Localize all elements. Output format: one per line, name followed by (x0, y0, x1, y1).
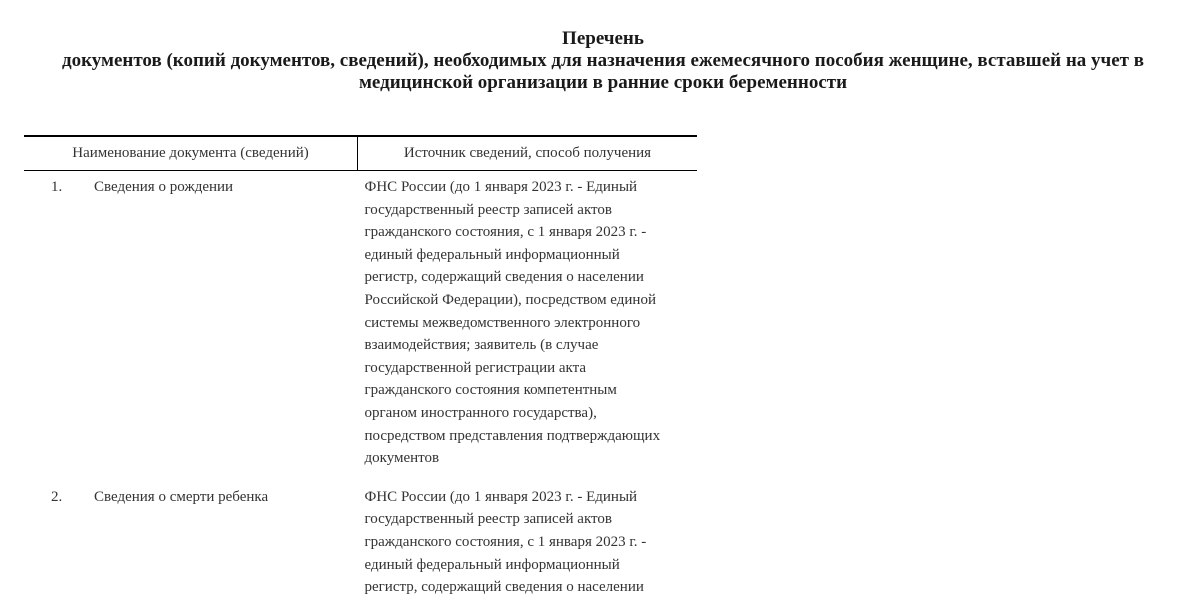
title-line-2: документов (копий документов, сведений), необходимых для назначения ежемесячного пособия женщине, вставшей на учет в (61, 50, 1145, 71)
source-cell (358, 171, 698, 481)
document-cell (24, 171, 358, 481)
table-row (24, 481, 697, 610)
document-name: Сведения о рождении (94, 179, 234, 195)
source-line: ФНС России (до 1 января 2023 г. - Единый (364, 179, 638, 195)
source-line: взаимодействия; заявитель (в случае (364, 337, 599, 354)
row-number: 1. (51, 179, 63, 195)
title-line-1: Перечень (562, 28, 644, 49)
source-line: документов (364, 450, 440, 467)
source-line: гражданского состояния компетентным (364, 382, 617, 399)
document-cell (24, 481, 358, 610)
source-line: регистр, содержащий сведения о населении (364, 579, 644, 596)
source-line: регистр, содержащий сведения о населении (364, 269, 644, 286)
title-line-3: медицинской организации в ранние сроки беременности (358, 72, 848, 93)
source-cell (358, 481, 698, 610)
source-line: гражданского состояния, с 1 января 2023 г. - (364, 533, 647, 550)
table-header-row (24, 136, 697, 171)
source-line: единый федеральный информационный (364, 246, 620, 263)
header-document-name: Наименование документа (сведений) (24, 136, 358, 171)
document-title (0, 28, 1200, 94)
source-line: органом иностранного государства), (364, 404, 597, 421)
documents-table (24, 135, 697, 610)
source-line: государственный реестр записей актов (364, 201, 612, 218)
document-name: Сведения о смерти ребенка (94, 488, 269, 505)
row-number: 2. (51, 488, 63, 505)
source-line: системы межведомственного электронного (364, 314, 641, 331)
source-line: Российской Федерации), посредством единой (364, 291, 656, 308)
table-row (24, 171, 697, 481)
source-line: единый федеральный информационный (364, 556, 620, 573)
source-line: посредством представления подтверждающих (364, 427, 661, 444)
source-line: государственный реестр записей актов (364, 511, 612, 528)
source-line: гражданского состояния, с 1 января 2023 г. - (364, 224, 647, 241)
source-line: государственной регистрации акта (364, 359, 587, 376)
header-source: Источник сведений, способ получения (358, 136, 698, 171)
source-line: ФНС России (до 1 января 2023 г. - Единый (364, 488, 638, 505)
